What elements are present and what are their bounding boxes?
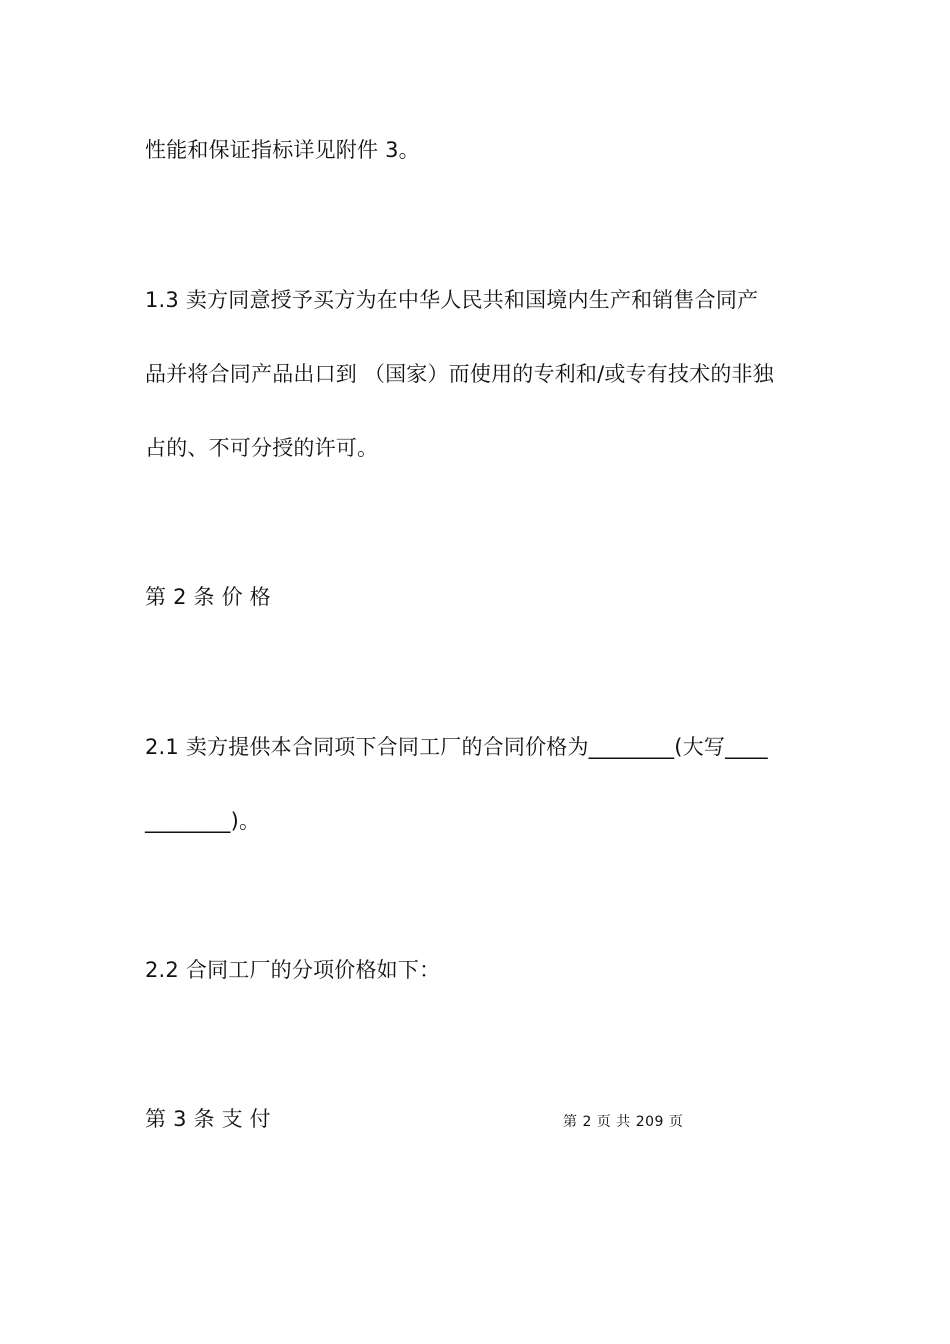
paragraph-line-clause-2-1-cont: ________)。 — [145, 809, 261, 833]
paragraph-line-clause-2-2: 2.2 合同工厂的分项价格如下： — [145, 958, 441, 982]
paragraph-line-clause-1-3: 1.3 卖方同意授予买方为在中华人民共和国境内生产和销售合同产 — [145, 288, 759, 312]
paragraph-line-clause-1-3-end: 占的、不可分授的许可。 — [145, 436, 379, 460]
paragraph-line-annex-reference: 性能和保证指标详见附件 3。 — [145, 138, 420, 162]
paragraph-line-clause-1-3-cont: 品并将合同产品出口到 （国家）而使用的专利和/或专有技术的非独 — [145, 362, 774, 386]
section-heading-article-3: 第 3 条 支 付 — [145, 1107, 271, 1131]
page-number-footer: 第 2 页 共 209 页 — [563, 1114, 684, 1130]
paragraph-line-clause-2-1: 2.1 卖方提供本合同项下合同工厂的合同价格为________(大写____ — [145, 735, 768, 759]
section-heading-article-2: 第 2 条 价 格 — [145, 585, 271, 609]
